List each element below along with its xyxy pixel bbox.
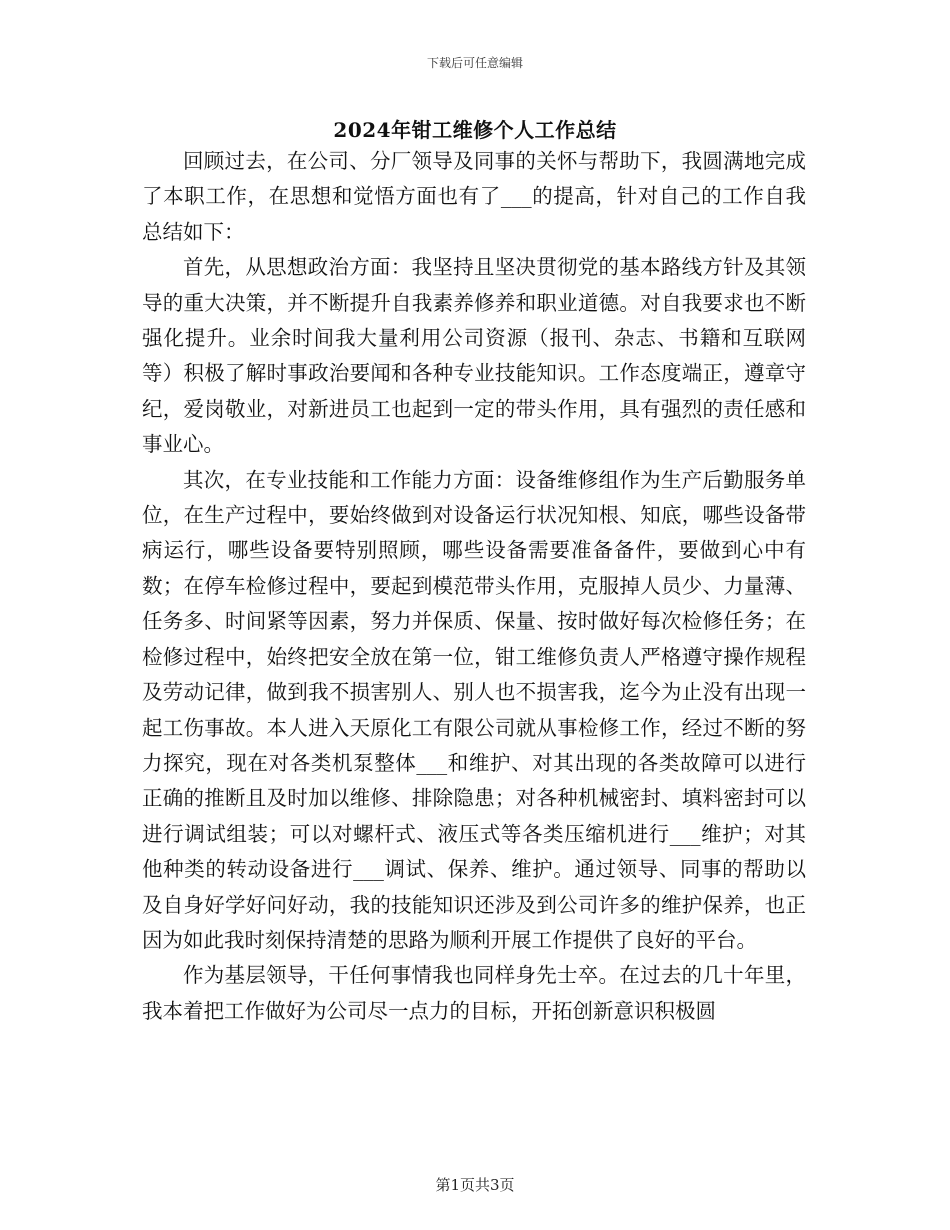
paragraph-political: 首先，从思想政治方面：我坚持且坚决贯彻党的基本路线方针及其领导的重大决策，并不断提升自我素养修养和职业道德。对自我要求也不断强化提升。业余时间我大量利用公司资源（报刊、杂志、书籍和互联网等）积极了解时事政治要闻和各种专业技能知识。工作态度端正，遵章守纪，爱岗敬业，对新进员工也起到一定的带头作用，具有强烈的责任感和事业心。 [142, 255, 806, 457]
document-body [142, 144, 806, 1029]
paragraph-intro: 回顾过去，在公司、分厂领导及同事的关怀与帮助下，我圆满地完成了本职工作，在思想和觉悟方面也有了___的提高，针对自己的工作自我总结如下： [142, 149, 806, 244]
paragraph-leadership: 作为基层领导，干任何事情我也同样身先士卒。在过去的几十年里，我本着把工作做好为公司尽一点力的目标，开拓创新意识积极圆 [142, 963, 806, 1023]
paragraph-skills: 其次，在专业技能和工作能力方面：设备维修组作为生产后勤服务单位，在生产过程中，要始终做到对设备运行状况知根、知底，哪些设备带病运行，哪些设备要特别照顾，哪些设备需要准备备件，要做到心中有数；在停车检修过程中，要起到模范带头作用，克服掉人员少、力量薄、任务多、时间紧等因素，努力并保质、保量、按时做好每次检修任务；在检修过程中，始终把安全放在第一位，钳工维修负责人严格遵守操作规程及劳动记律，做到我不损害别人、别人也不损害我，迄今为止没有出现一起工伤事故。本人进入天原化工有限公司就从事检修工作，经过不断的努力探究，现在对各类机泵整体___和维护、对其出现的各类故障可以进行正确的推断且及时加以维修、排除隐患；对各种机械密封、填料密封可以进行调试组装；可以对螺杆式、液压式等各类压缩机进行___维护；对其他种类的转动设备进行___调试、保养、维护。通过领导、同事的帮助以及自身好学好问好动，我的技能知识还涉及到公司许多的维护保养，也正因为如此我时刻保持清楚的思路为顺利开展工作提供了良好的平台。 [142, 467, 806, 952]
page-number: 第1页共3页 [435, 1176, 515, 1194]
document-title: 2024年钳工维修个人工作总结 [333, 118, 617, 142]
header-note: 下载后可任意编辑 [426, 56, 523, 70]
